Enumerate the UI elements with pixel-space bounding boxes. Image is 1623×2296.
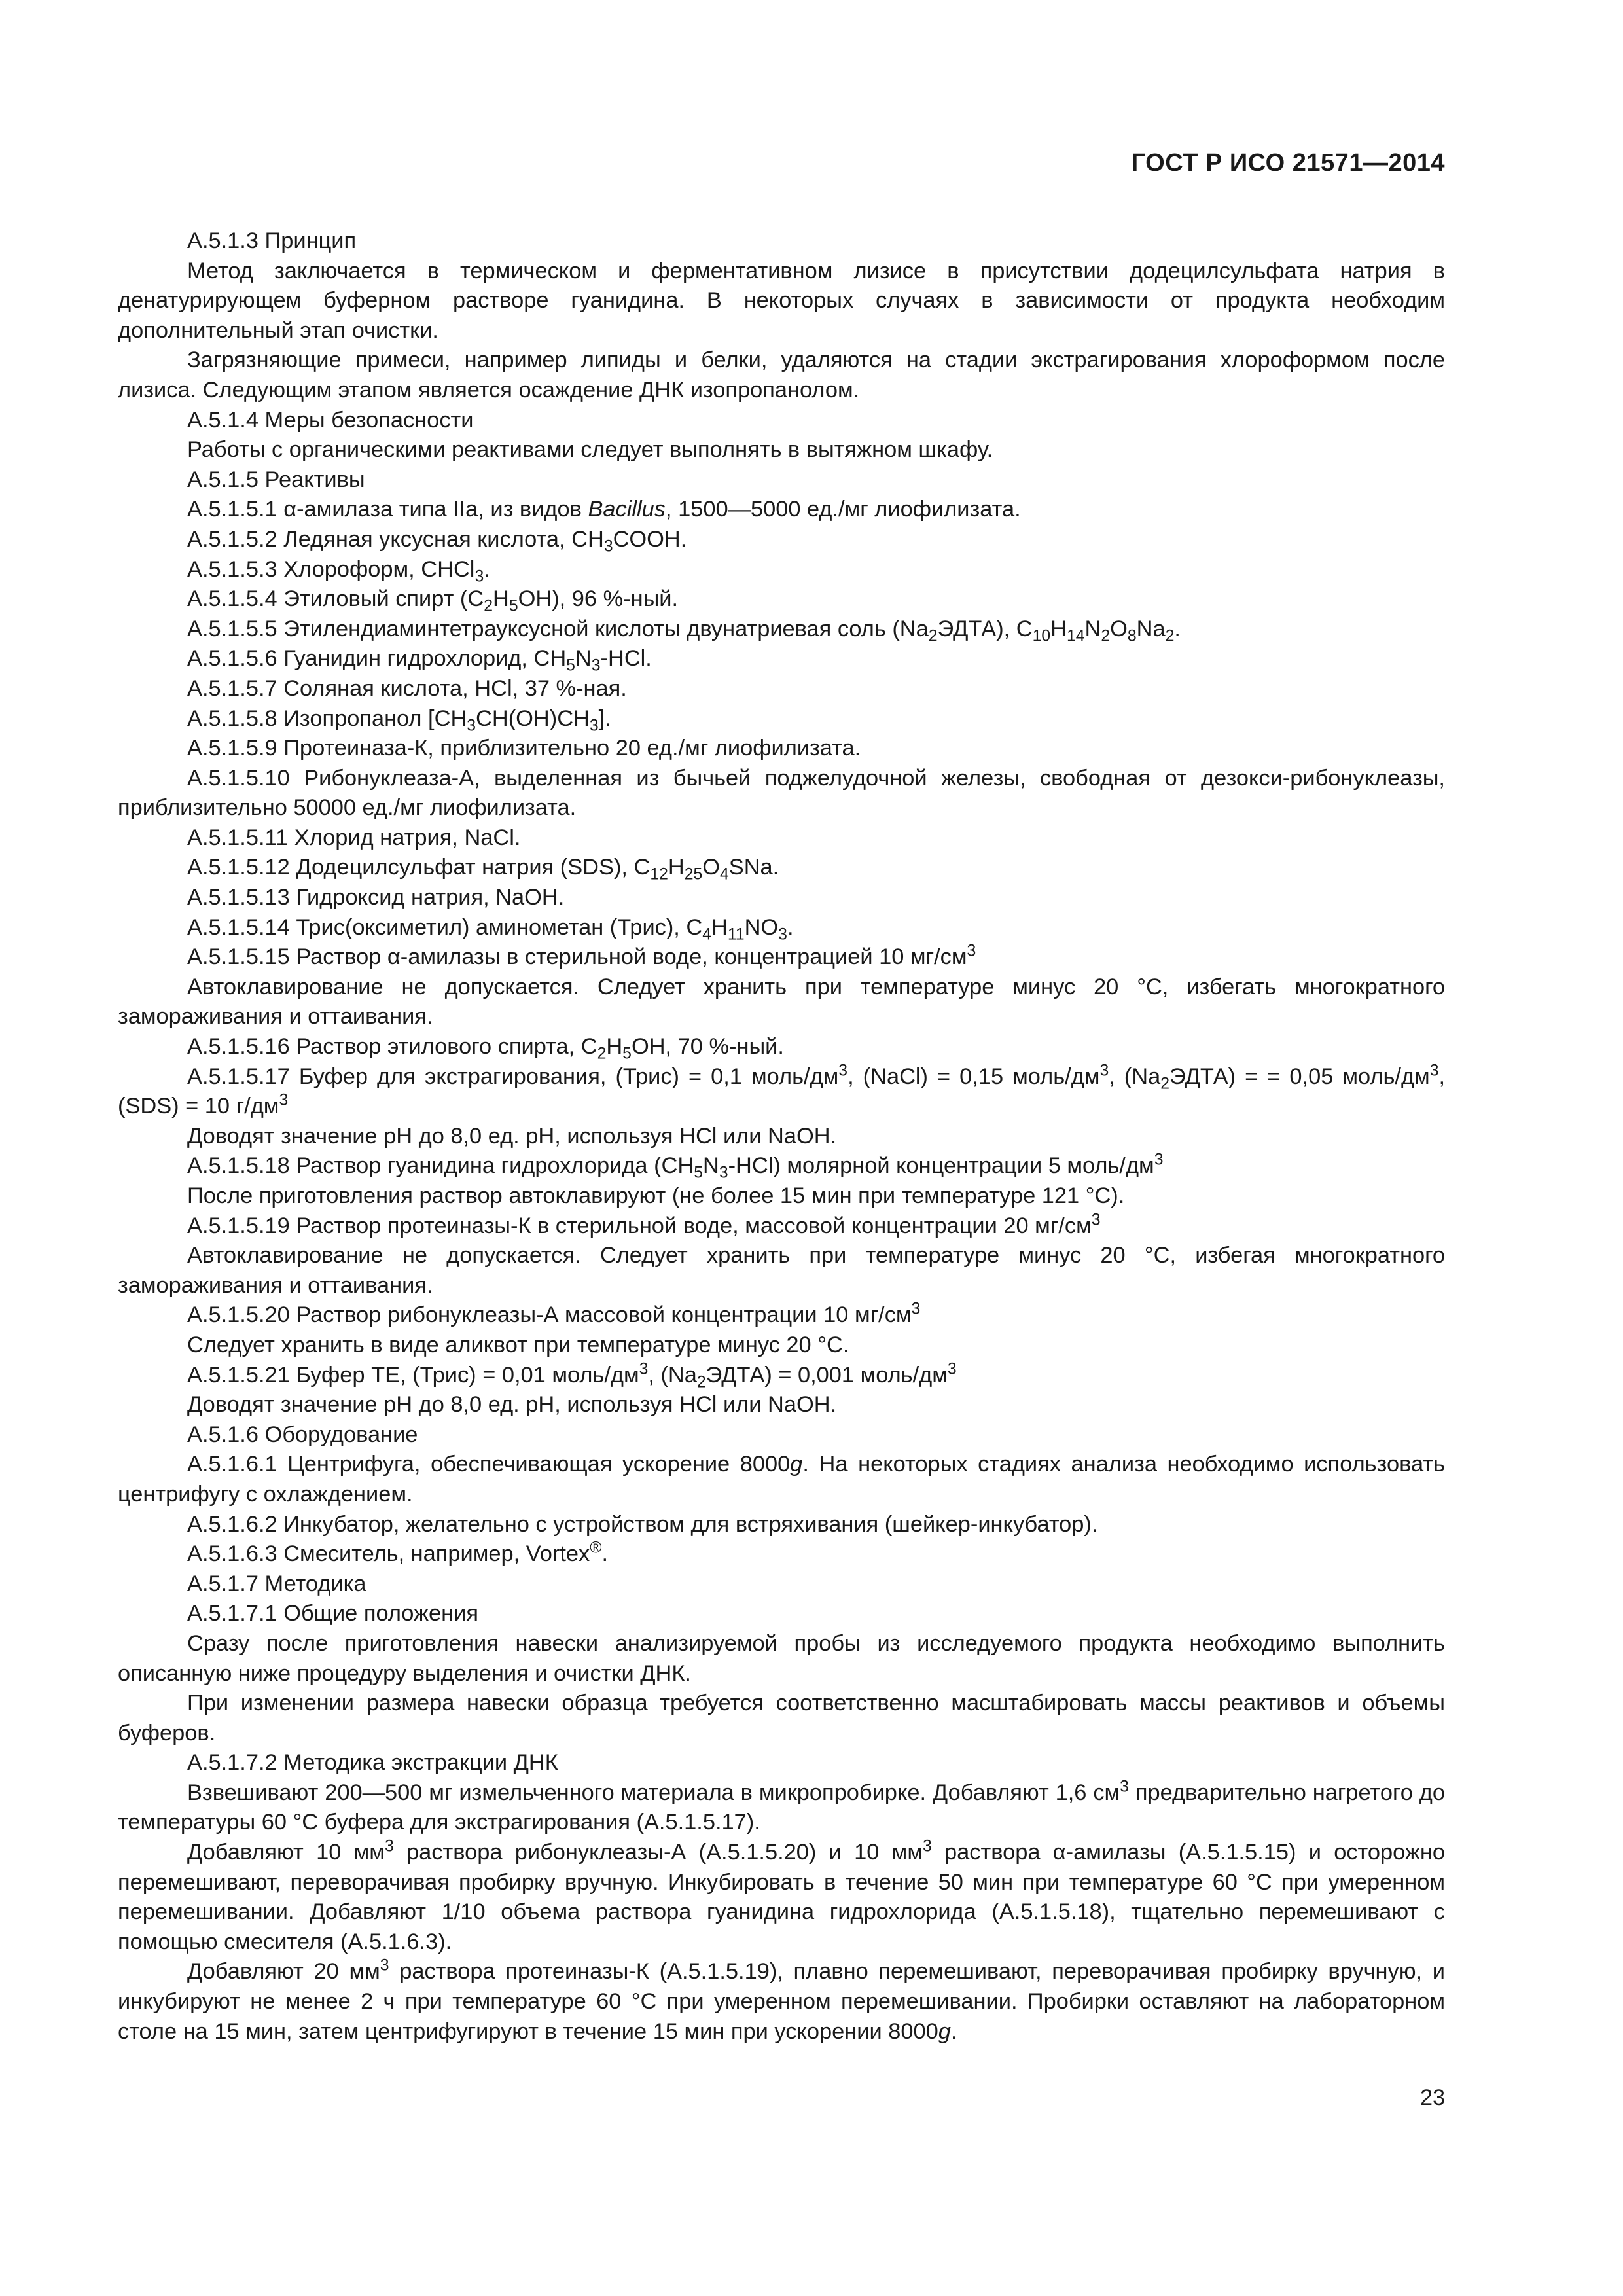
page-number: 23 [1420, 2085, 1445, 2110]
text-run: А.5.1.7.1 Общие положения [187, 1601, 478, 1626]
text-run: А.5.1.5.16 Раствор этилового спирта, C [187, 1034, 597, 1060]
paragraph [118, 1181, 1445, 1211]
text-run: А.5.1.6.3 Смеситель, например, Vortex [187, 1541, 590, 1567]
text-run: N [702, 1153, 719, 1179]
text-run: . [601, 1541, 609, 1567]
text-run: А.5.1.5.1 α-амилаза типа IIa, из видов [187, 497, 588, 522]
text-run: N [575, 646, 592, 672]
text-run: Na [1136, 616, 1166, 641]
text-run: Bacillus [588, 497, 666, 522]
text-run: А.5.1.3 Принцип [187, 228, 357, 253]
text-run: 8 [1127, 627, 1137, 645]
text-run: . [950, 2018, 957, 2044]
text-run: H [1050, 616, 1067, 641]
text-run: Добавляют 10 мм [187, 1840, 385, 1865]
paragraph [118, 1510, 1445, 1540]
paragraph [118, 435, 1445, 465]
text-run: 2 [597, 1045, 607, 1063]
paragraph [118, 942, 1445, 973]
text-run: , (Na [1109, 1064, 1161, 1089]
text-run: 3 [967, 942, 976, 960]
text-run: ЭДТА) = 0,001 моль/дм [705, 1362, 948, 1388]
text-run: -HCl) молярной концентрации 5 моль/дм [728, 1153, 1154, 1179]
text-run: 3 [1429, 1062, 1439, 1080]
text-run: А.5.1.6.2 Инкубатор, желательно с устройством для встряхивания (шейкер-инкубатор). [187, 1511, 1098, 1537]
text-run: 3 [474, 567, 484, 585]
text-run: N [1084, 616, 1101, 641]
text-run: А.5.1.7 Методика [187, 1571, 366, 1596]
paragraph [118, 1211, 1445, 1242]
text-run: 3 [1154, 1151, 1164, 1170]
paragraph [118, 1838, 1445, 1957]
text-run: H [668, 855, 685, 880]
text-run: А.5.1.5.7 Соляная кислота, HCl, 37 %-ная. [187, 675, 627, 701]
text-run: 12 [650, 865, 668, 884]
paragraph [118, 704, 1445, 734]
text-run: CH(OH)CH [476, 706, 590, 731]
paragraph [118, 495, 1445, 525]
text-run: g [790, 1452, 803, 1477]
paragraph [118, 644, 1445, 674]
paragraph [118, 1420, 1445, 1450]
text-run: Взвешивают 200—500 мг измельченного материала в микропробирке. Добавляют 1,6 см [187, 1780, 1120, 1805]
text-run: 3 [1120, 1778, 1129, 1796]
paragraph [118, 1450, 1445, 1509]
text-run: Добавляют 20 мм [187, 1959, 380, 1984]
text-run: При изменении размера навески образца требуется соответственно масштабировать массы реактивов и объемы буферов. [118, 1691, 1445, 1746]
standard-header: ГОСТ Р ИСО 21571—2014 [1131, 149, 1445, 177]
text-run: 3 [947, 1360, 957, 1378]
text-run: , 1500—5000 ед./мг лиофилизата. [665, 497, 1021, 522]
text-run: -HCl. [600, 646, 652, 672]
text-run: 3 [589, 716, 599, 734]
text-run: 3 [384, 1837, 394, 1856]
text-run: А.5.1.5.2 Ледяная уксусная кислота, CH [187, 526, 604, 552]
paragraph [118, 465, 1445, 495]
text-run: После приготовления раствор автоклавируют (не более 15 мин при температуре 121 °С). [187, 1183, 1125, 1208]
text-run: H [711, 914, 728, 940]
text-run: предварительно нагретого до температуры 60 °С буфера для экстрагирования (А.5.1.5.17). [118, 1780, 1445, 1835]
text-run: Доводят значение pH до 8,0 ед. pH, используя HCl или NaOH. [187, 1392, 837, 1418]
paragraph [118, 1629, 1445, 1689]
text-run: , (NaCl) = 0,15 моль/дм [847, 1064, 1100, 1089]
text-run: А.5.1.5.19 Раствор протеиназы-К в стерильной воде, массовой концентрации 20 мг/см [187, 1213, 1092, 1238]
paragraph [118, 674, 1445, 704]
text-run: А.5.1.5.14 Трис(оксиметил) аминометан (Трис), C [187, 914, 703, 940]
paragraph [118, 1331, 1445, 1361]
text-run: 3 [719, 1164, 728, 1182]
paragraph [118, 1062, 1445, 1122]
text-run: , (Na [648, 1362, 697, 1388]
text-run: А.5.1.5.13 Гидроксид натрия, NaOH. [187, 885, 565, 910]
text-run: А.5.1.5.6 Гуанидин гидрохлорид, CH [187, 646, 567, 672]
text-run: А.5.1.6 Оборудование [187, 1422, 418, 1447]
text-run: раствора протеиназы-К (А.5.1.5.19), плавно перемешивают, переворачивая пробирку вручную, и инкубируют не менее 2 ч при температуре 60 °С при умеренном перемешивании. Пробирки оставляют на лабораторном столе на 15 мин, затем центрифугируют в течение 15 мин при ускорении 8000 [118, 1959, 1445, 2044]
paragraph [118, 406, 1445, 436]
text-run: 10 [1032, 627, 1051, 645]
text-run: NO [744, 914, 779, 940]
text-run: . На некоторых стадиях анализа необходимо использовать центрифугу с охлаждением. [118, 1452, 1445, 1507]
paragraph [118, 1122, 1445, 1152]
text-run: 3 [467, 716, 476, 734]
text-run: 3 [922, 1837, 932, 1856]
text-run: А.5.1.5.5 Этилендиаминтетрауксусной кислоты двунатриевая соль (Na [187, 616, 929, 641]
text-run: Метод заключается в термическом и ферментативном лизисе в присутствии додецилсульфата натрия в денатурирующем буферном растворе гуанидина. В некоторых случаях в зависимости от продукта необходим дополнительный этап очистки. [118, 258, 1445, 343]
paragraph [118, 1390, 1445, 1420]
text-run: А.5.1.5.15 Раствор α-амилазы в стерильной воде, концентрацией 10 мг/см [187, 944, 967, 970]
text-run: . [484, 556, 490, 582]
text-run: раствора α-амилазы (А.5.1.5.15) и осторожно перемешивают, переворачивая пробирку вручную. Инкубировать в течение 50 мин при температуре 60 °С при умеренном перемешивании. Добавляют 1/10 объема раствора гуанидина гидрохлорида (А.5.1.5.18), тщательно перемешивают с помощью смесителя (А.5.1.6.3). [118, 1840, 1446, 1954]
text-run: ]. [598, 706, 611, 731]
text-run: 3 [380, 1957, 389, 1975]
paragraph [118, 226, 1445, 257]
text-run: 3 [838, 1062, 848, 1080]
text-run: А.5.1.5.11 Хлорид натрия, NaCl. [187, 825, 521, 850]
text-run: А.5.1.5.3 Хлороформ, CHCl [187, 556, 475, 582]
paragraph [118, 257, 1445, 346]
text-run: 2 [1160, 1075, 1169, 1093]
text-run: А.5.1.5.4 Этиловый спирт (C [187, 586, 484, 612]
text-run: COOH. [613, 526, 687, 552]
paragraph [118, 853, 1445, 883]
text-run: g [938, 2018, 951, 2044]
text-run: , (SDS) = 10 г/дм [118, 1064, 1446, 1119]
text-run: Автоклавирование не допускается. Следует хранить при температуре минус 20 °С, избегая многократного замораживания и оттаивания. [118, 1243, 1445, 1298]
paragraph [118, 823, 1445, 853]
text-run: 5 [508, 597, 518, 615]
text-run: 3 [1091, 1211, 1101, 1229]
text-run: А.5.1.5.18 Раствор гуанидина гидрохлорида (CH [187, 1153, 694, 1179]
paragraph [118, 615, 1445, 645]
text-run: Доводят значение pH до 8,0 ед. pH, используя HCl или NaOH. [187, 1123, 837, 1149]
paragraph [118, 1539, 1445, 1570]
text-run: 2 [1101, 627, 1111, 645]
text-run: O [1110, 616, 1128, 641]
text-run: 4 [702, 925, 712, 944]
text-run: 5 [566, 656, 575, 675]
paragraph [118, 1241, 1445, 1300]
text-run: 3 [591, 656, 601, 675]
paragraph [118, 1032, 1445, 1062]
text-run: А.5.1.7.2 Методика экстракции ДНК [187, 1750, 558, 1776]
text-run: 3 [603, 537, 613, 556]
text-run: 3 [778, 925, 787, 944]
text-run: Загрязняющие примеси, например липиды и белки, удаляются на стадии экстрагирования хлороформом после лизиса. Следующим этапом является осаждение ДНК изопропанолом. [118, 348, 1445, 403]
paragraph [118, 734, 1445, 764]
text-run: А.5.1.5.12 Додецилсульфат натрия (SDS), C [187, 855, 651, 880]
text-run: А.5.1.5.21 Буфер ТЕ, (Трис) = 0,01 моль/дм [187, 1362, 639, 1388]
text-run: А.5.1.4 Меры безопасности [187, 407, 474, 433]
text-run: Автоклавирование не допускается. Следует хранить при температуре минус 20 °С, избегать многократного замораживания и оттаивания. [118, 974, 1445, 1030]
text-run: 5 [622, 1045, 632, 1063]
text-run: Сразу после приготовления навески анализируемой пробы из исследуемого продукта необходимо выполнить описанную ниже процедуру выделения и очистки ДНК. [118, 1630, 1445, 1686]
text-run: 3 [279, 1091, 289, 1109]
paragraph [118, 1778, 1445, 1838]
text-run: O [702, 855, 721, 880]
text-run: 5 [694, 1164, 703, 1182]
paragraph [118, 1151, 1445, 1181]
paragraph [118, 913, 1445, 943]
text-run: ® [590, 1539, 602, 1557]
paragraph [118, 764, 1445, 823]
text-run: . [1174, 616, 1181, 641]
text-run: H [606, 1034, 623, 1060]
text-run: 2 [928, 627, 938, 645]
text-run: ЭДТА) = = 0,05 моль/дм [1169, 1064, 1430, 1089]
paragraph [118, 883, 1445, 913]
text-run: 25 [684, 865, 703, 884]
text-run: А.5.1.5.10 Рибонуклеаза-А, выделенная из бычьей поджелудочной железы, свободная от дезокси-рибонуклеазы, приблизительно 50000 ед./мг лиофилизата. [118, 765, 1445, 821]
paragraph [118, 584, 1445, 615]
text-run: 3 [639, 1360, 649, 1378]
text-run: А.5.1.5 Реактивы [187, 467, 365, 492]
text-run: раствора рибонуклеазы-А (А.5.1.5.20) и 10 мм [393, 1840, 923, 1865]
paragraph [118, 1300, 1445, 1331]
text-run: 3 [911, 1300, 921, 1318]
text-run: 11 [727, 925, 745, 944]
text-run: А.5.1.5.8 Изопропанол [CH [187, 706, 467, 731]
text-run: H [493, 586, 509, 612]
text-run: . [787, 914, 794, 940]
text-run: А.5.1.5.9 Протеиназа-К, приблизительно 20 ед./мг лиофилизата. [187, 736, 861, 761]
paragraph [118, 1361, 1445, 1391]
paragraph [118, 1957, 1445, 2047]
text-run: 3 [1099, 1062, 1109, 1080]
text-run: Следует хранить в виде аликвот при температуре минус 20 °С. [187, 1332, 849, 1357]
paragraph [118, 1599, 1445, 1629]
text-run: Работы с органическими реактивами следует выполнять в вытяжном шкафу. [187, 437, 993, 463]
text-run: 14 [1066, 627, 1085, 645]
text-run: SNa. [728, 855, 779, 880]
text-run: 4 [720, 865, 729, 884]
paragraph [118, 1689, 1445, 1748]
text-run: 2 [484, 597, 493, 615]
text-run: ЭДТА), C [937, 616, 1033, 641]
paragraph [118, 1570, 1445, 1600]
paragraph [118, 1748, 1445, 1778]
text-run: А.5.1.6.1 Центрифуга, обеспечивающая ускорение 8000 [187, 1452, 791, 1477]
text-run: 2 [696, 1372, 706, 1391]
paragraph [118, 346, 1445, 405]
paragraph [118, 973, 1445, 1032]
text-run: А.5.1.5.17 Буфер для экстрагирования, (Трис) = 0,1 моль/дм [187, 1064, 839, 1089]
text-run: А.5.1.5.20 Раствор рибонуклеазы-А массовой концентрации 10 мг/см [187, 1302, 912, 1328]
text-run: OH), 96 %-ный. [518, 586, 679, 612]
text-run: 2 [1165, 627, 1175, 645]
document-body [118, 226, 1445, 2047]
text-run: OH, 70 %-ный. [631, 1034, 784, 1060]
paragraph [118, 555, 1445, 585]
paragraph [118, 525, 1445, 555]
